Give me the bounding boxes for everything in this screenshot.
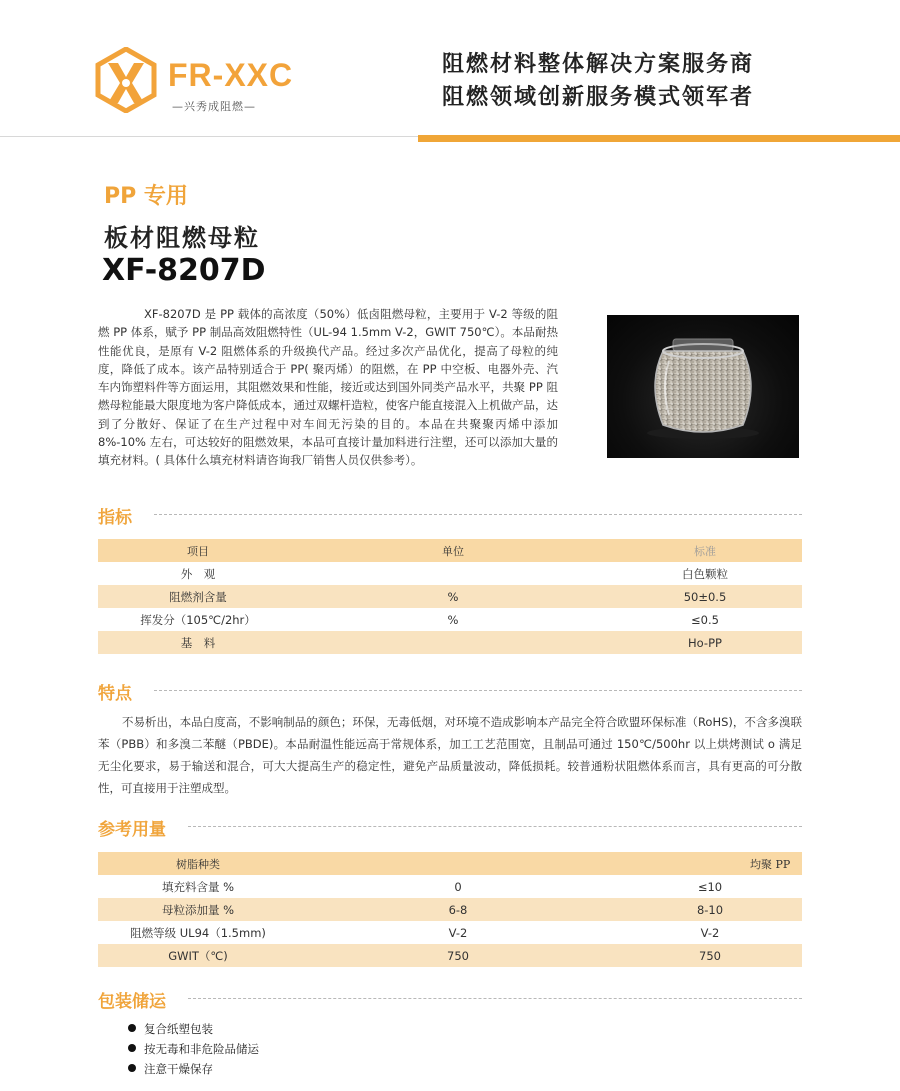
packaging-item-label: 注意干燥保存 xyxy=(144,1062,213,1076)
spec-cell: 白色颗粒 xyxy=(682,566,728,581)
table-row xyxy=(98,875,802,898)
usage-cell: 阻燃等级 UL94（1.5mm) xyxy=(130,925,266,940)
section-spec xyxy=(98,503,802,528)
spec-cell: % xyxy=(298,585,608,608)
section-usage xyxy=(98,815,802,840)
spec-cell: 阻燃剂含量 xyxy=(98,585,298,608)
section-features xyxy=(98,679,802,704)
section-dash-line xyxy=(188,998,802,999)
page-header xyxy=(0,0,900,150)
spec-table xyxy=(98,539,802,654)
section-title-features: 特点 xyxy=(98,679,140,704)
product-jar-illustration xyxy=(607,315,799,458)
product-intro: XF-8207D 是 PP 载体的高浓度（50%）低卤阻燃母粒，主要用于 V-2 等级的阻燃 PP 体系，赋予 PP 制品高效阻燃特性（UL-94 1.5mm V-2，GWIT 750℃）。本品耐热性能优良，是原有 V-2 阻燃体系的升级换代产品。经过多次产品优化，提高了母粒的纯度，降低了成本。该产品特别适合于 PP( 聚丙烯）的阻燃，在 PP 中空板、电器外壳、汽车内饰塑料件等方面运用，其阻燃效果和性能，接近或达到国外同类产品水平，共聚 PP 阻燃母粒能最大限度地为客户降低成本，通过双螺杆造粒，使客户能直接混入上机做产品，达到了分散好、保证了在生产过程中对车间无污染的目的。本品在共聚聚丙烯中添加 8%-10% 左右，可达较好的阻燃效果，本品可直接计量加料进行注塑，还可以添加大量的填充材料。( 具体什么填充材料请咨询我厂销售人员仅供参考）。 xyxy=(98,307,558,468)
usage-cell: 8-10 xyxy=(618,898,802,921)
spec-cell: Ho-PP xyxy=(608,631,802,654)
header-divider-orange xyxy=(418,135,900,142)
spec-cell: 50±0.5 xyxy=(608,585,802,608)
section-dash-line xyxy=(154,690,802,691)
table-row xyxy=(98,898,802,921)
product-jar-photo xyxy=(607,315,799,458)
spec-cell: % xyxy=(447,612,459,627)
section-packaging xyxy=(98,987,802,1012)
spec-cell: ≤0.5 xyxy=(691,612,719,627)
table-row xyxy=(98,562,802,585)
section-title-usage: 参考用量 xyxy=(98,815,174,840)
usage-cell: 母粒添加量 % xyxy=(98,898,298,921)
usage-cell: GWIT（℃) xyxy=(98,944,298,967)
usage-cell: 750 xyxy=(298,944,618,967)
usage-table-header xyxy=(98,852,802,875)
usage-cell: 0 xyxy=(454,879,462,894)
usage-cell: V-2 xyxy=(700,925,720,940)
spec-header-unit: 单位 xyxy=(298,539,608,562)
section-dash-line xyxy=(188,826,802,827)
table-row xyxy=(98,631,802,654)
packaging-item-label: 按无毒和非危险品储运 xyxy=(144,1042,259,1056)
usage-table xyxy=(98,852,802,967)
usage-cell: 填充料含量 % xyxy=(161,879,235,894)
table-row xyxy=(98,608,802,631)
bullet-dot-icon xyxy=(128,1064,136,1072)
section-dash-line xyxy=(154,514,802,515)
list-item xyxy=(128,1019,259,1039)
product-name: 板材阻燃母粒 xyxy=(104,224,260,252)
spec-header-item: 项目 xyxy=(98,539,298,562)
usage-cell: 750 xyxy=(618,944,802,967)
bullet-dot-icon xyxy=(128,1024,136,1032)
list-item xyxy=(128,1059,259,1079)
usage-header-pp: 均聚 PP xyxy=(298,852,802,875)
packaging-list xyxy=(128,1019,259,1079)
list-item xyxy=(128,1039,259,1059)
table-row xyxy=(98,944,802,967)
usage-cell: 6-8 xyxy=(298,898,618,921)
header-divider-gray xyxy=(0,136,420,137)
usage-cell: ≤10 xyxy=(697,879,723,894)
bullet-dot-icon xyxy=(128,1044,136,1052)
company-slogan xyxy=(442,48,754,114)
usage-cell: V-2 xyxy=(448,925,468,940)
logo-subtitle: —兴秀成阻燃— xyxy=(172,100,256,113)
logo-name: FR-XXC xyxy=(168,57,294,93)
slogan-line-1: 阻燃材料整体解决方案服务商 xyxy=(442,52,755,77)
section-title-spec: 指标 xyxy=(98,503,140,528)
slogan-line-2: 阻燃领域创新服务模式领军者 xyxy=(442,85,755,110)
fr-xxc-logo-icon xyxy=(94,47,158,113)
usage-header-resin: 树脂种类 xyxy=(98,852,298,875)
section-title-packaging: 包装储运 xyxy=(98,987,174,1012)
features-text: 不易析出，本品白度高，不影响制品的颜色；环保，无毒低烟，对环境不造成影响本产品完全符合欧盟环保标准（RoHS)，不含多溴联苯（PBB）和多溴二苯醚（PBDE)。本品耐温性能远高于常规体系，加工工艺范围宽，且制品可通过 150℃/500hr 以上烘烤测试 o 满足无尘化要求，易于输送和混合，可大大提高生产的稳定性，避免产品质量波动，降低损耗。较普通粉状阻燃体系而言，具有更高的可分散性，可直接用于注塑成型。 xyxy=(98,715,802,795)
spec-cell: 外 观 xyxy=(180,566,216,581)
packaging-item-label: 复合纸塑包装 xyxy=(144,1022,213,1036)
table-row xyxy=(98,921,802,944)
spec-cell: 基 料 xyxy=(98,631,298,654)
table-row xyxy=(98,585,802,608)
spec-cell xyxy=(298,631,608,654)
spec-cell: 挥发分（105℃/2hr） xyxy=(140,612,256,627)
spec-cell xyxy=(298,562,608,585)
product-category: PP 专用 xyxy=(104,184,188,209)
spec-header-standard: 标准 xyxy=(608,539,802,562)
spec-table-header xyxy=(98,539,802,562)
product-model: XF-8207D xyxy=(102,253,266,288)
